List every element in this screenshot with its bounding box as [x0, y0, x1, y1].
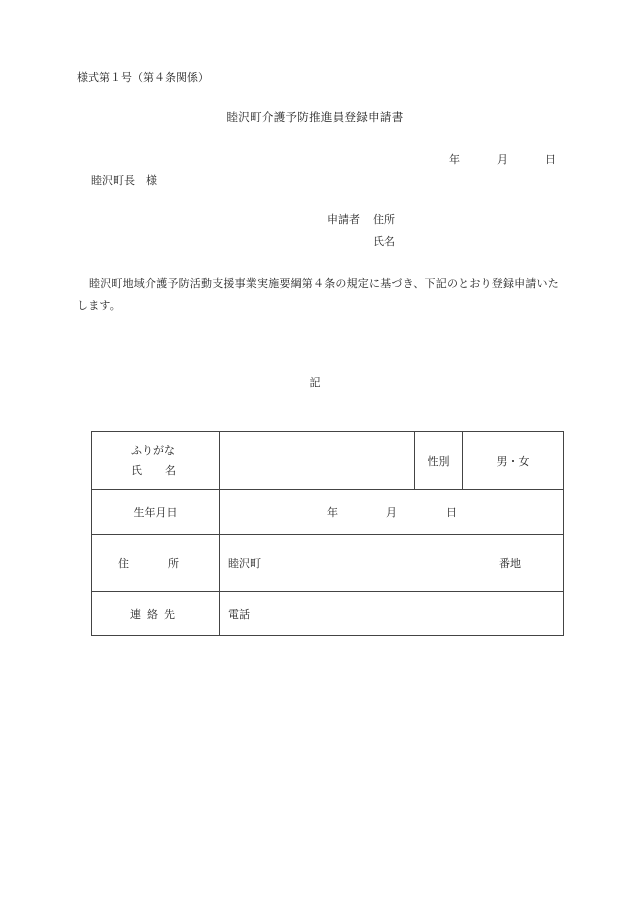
furigana-label: ふりがな	[131, 443, 175, 457]
birth-day-label: 日	[446, 506, 457, 519]
birthdate-label: 生年月日	[92, 490, 220, 535]
address-input-cell[interactable]	[220, 535, 564, 592]
birth-year-label: 年	[327, 506, 338, 519]
applicant-label: 申請者	[327, 213, 360, 226]
birth-month-label: 月	[386, 506, 397, 519]
gender-label: 性別	[415, 432, 463, 490]
form-number: 様式第１号（第４条関係）	[77, 71, 209, 84]
date-day-label: 日	[545, 153, 556, 166]
body-text: 睦沢町地域介護予防活動支援事業実施要綱第４条の規定に基づき、下記のとおり登録申請いたします。	[77, 277, 559, 312]
contact-input-cell[interactable]	[220, 592, 564, 636]
document-title: 睦沢町介護予防推進員登録申請書	[226, 110, 404, 124]
row-name	[92, 432, 564, 490]
applicant-address-label: 住所	[373, 213, 395, 226]
birthdate-input-cell[interactable]	[220, 490, 564, 535]
gender-options[interactable]: 男・女	[463, 432, 564, 490]
ki-label: 記	[309, 376, 321, 389]
row-address	[92, 535, 564, 592]
address-label: 住 所	[92, 535, 220, 592]
address-suffix: 番地	[499, 557, 521, 570]
registration-table	[91, 431, 564, 636]
address-prefix: 睦沢町	[228, 557, 261, 570]
row-birthdate	[92, 490, 564, 535]
date-month-label: 月	[497, 153, 508, 166]
name-label: 氏 名	[131, 463, 182, 477]
phone-label: 電話	[228, 607, 250, 621]
date-year-label: 年	[449, 153, 460, 166]
contact-label: 連絡先	[92, 592, 220, 636]
name-input-cell[interactable]	[220, 432, 415, 490]
row-contact	[92, 592, 564, 636]
applicant-name-label: 氏名	[373, 235, 395, 248]
name-label-cell	[92, 432, 220, 490]
addressee: 睦沢町長 様	[91, 174, 157, 187]
